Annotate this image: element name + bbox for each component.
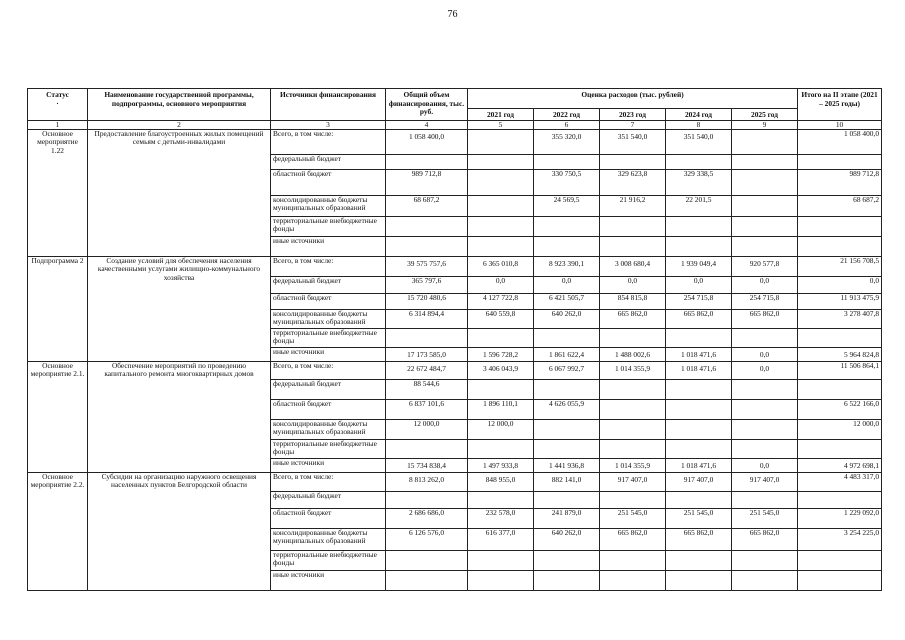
cell-stage-total bbox=[798, 154, 882, 169]
table-row bbox=[28, 361, 882, 379]
cell-2021: 616 377,0 bbox=[468, 528, 534, 550]
program-name-cell: Обеспечение мероприятий по проведению капитального ремонта многоквартирных домов bbox=[88, 361, 271, 472]
cell-total-volume: 1 058 400,0 bbox=[386, 129, 468, 154]
cell-2021 bbox=[468, 216, 534, 236]
table-row bbox=[28, 472, 882, 491]
cell-total-volume: 8 813 262,0 bbox=[386, 472, 468, 491]
financing-table-sheet bbox=[27, 88, 881, 591]
cell-2024: 329 338,5 bbox=[666, 169, 732, 195]
column-number: 9 bbox=[732, 120, 798, 129]
table-row bbox=[28, 256, 882, 276]
cell-2024: 665 862,0 bbox=[666, 528, 732, 550]
cell-2024 bbox=[666, 154, 732, 169]
program-name-cell: Предоставление благоустроенных жилых помещений семьям с детьми-инвалидами bbox=[88, 129, 271, 256]
cell-2023: 665 862,0 bbox=[600, 309, 666, 328]
cell-total-volume: 22 672 484,7 bbox=[386, 361, 468, 379]
cell-2021: 1 896 110,1 bbox=[468, 399, 534, 419]
cell-total-volume: 6 126 576,0 bbox=[386, 528, 468, 550]
cell-stage-total bbox=[798, 491, 882, 508]
cell-2022: 6 067 992,7 bbox=[534, 361, 600, 379]
funding-source-cell: областной бюджет bbox=[271, 169, 386, 195]
funding-source-cell: федеральный бюджет bbox=[271, 379, 386, 399]
cell-2021: 1 497 933,8 bbox=[468, 458, 534, 472]
cell-2023 bbox=[600, 379, 666, 399]
funding-source-cell: территориальные внебюджетные фонды bbox=[271, 328, 386, 347]
cell-2023 bbox=[600, 491, 666, 508]
cell-total-volume bbox=[386, 154, 468, 169]
header-estimate: Оценка расходов (тыс. рублей) bbox=[468, 89, 798, 109]
cell-2021 bbox=[468, 491, 534, 508]
funding-source-cell: федеральный бюджет bbox=[271, 276, 386, 293]
column-number: 6 bbox=[534, 120, 600, 129]
cell-2022: 4 626 055,9 bbox=[534, 399, 600, 419]
header-stage-total: Итого на II этапе (2021 – 2025 годы) bbox=[798, 89, 882, 121]
cell-2025: 0,0 bbox=[732, 276, 798, 293]
cell-2022 bbox=[534, 328, 600, 347]
cell-total-volume bbox=[386, 328, 468, 347]
cell-2021: 232 578,0 bbox=[468, 508, 534, 528]
status-cell: Подпрограмма 2 bbox=[28, 256, 88, 361]
cell-2021 bbox=[468, 328, 534, 347]
cell-2023 bbox=[600, 399, 666, 419]
cell-2021: 848 955,0 bbox=[468, 472, 534, 491]
cell-2022 bbox=[534, 550, 600, 570]
header-status: Статус · bbox=[28, 89, 88, 121]
cell-2025 bbox=[732, 195, 798, 216]
cell-2022: 6 421 505,7 bbox=[534, 293, 600, 309]
cell-2024: 917 407,0 bbox=[666, 472, 732, 491]
cell-2024: 0,0 bbox=[666, 276, 732, 293]
header-year-2022: 2022 год bbox=[534, 109, 600, 121]
cell-2023 bbox=[600, 236, 666, 256]
cell-2025 bbox=[732, 379, 798, 399]
funding-source-cell: иные источники bbox=[271, 570, 386, 590]
cell-2022 bbox=[534, 570, 600, 590]
column-number: 4 bbox=[386, 120, 468, 129]
header-year-2025: 2025 год bbox=[732, 109, 798, 121]
cell-2022: 355 320,0 bbox=[534, 129, 600, 154]
cell-stage-total bbox=[798, 216, 882, 236]
cell-2024 bbox=[666, 379, 732, 399]
cell-stage-total: 11 506 864,1 bbox=[798, 361, 882, 379]
cell-2024: 1 018 471,6 bbox=[666, 347, 732, 361]
cell-stage-total: 1 229 092,0 bbox=[798, 508, 882, 528]
cell-total-volume: 17 173 585,0 bbox=[386, 347, 468, 361]
cell-total-volume: 15 734 838,4 bbox=[386, 458, 468, 472]
cell-2025 bbox=[732, 419, 798, 439]
cell-2025: 0,0 bbox=[732, 458, 798, 472]
cell-2021: 0,0 bbox=[468, 276, 534, 293]
cell-2025 bbox=[732, 236, 798, 256]
cell-2023: 351 540,0 bbox=[600, 129, 666, 154]
cell-2023: 3 008 680,4 bbox=[600, 256, 666, 276]
cell-stage-total bbox=[798, 236, 882, 256]
cell-2025: 0,0 bbox=[732, 361, 798, 379]
cell-2021 bbox=[468, 570, 534, 590]
cell-2025 bbox=[732, 439, 798, 458]
cell-2022: 24 569,5 bbox=[534, 195, 600, 216]
cell-stage-total bbox=[798, 439, 882, 458]
cell-total-volume bbox=[386, 216, 468, 236]
cell-stage-total bbox=[798, 550, 882, 570]
table-body bbox=[28, 129, 882, 590]
cell-2025: 665 862,0 bbox=[732, 528, 798, 550]
cell-2025: 917 407,0 bbox=[732, 472, 798, 491]
cell-2022 bbox=[534, 216, 600, 236]
cell-2023 bbox=[600, 439, 666, 458]
cell-total-volume bbox=[386, 491, 468, 508]
column-number: 8 bbox=[666, 120, 732, 129]
cell-stage-total: 21 156 708,5 bbox=[798, 256, 882, 276]
cell-2021: 640 559,8 bbox=[468, 309, 534, 328]
cell-stage-total: 12 000,0 bbox=[798, 419, 882, 439]
table-row bbox=[28, 129, 882, 154]
cell-2021 bbox=[468, 439, 534, 458]
cell-2022: 640 262,0 bbox=[534, 528, 600, 550]
cell-total-volume: 39 575 757,6 bbox=[386, 256, 468, 276]
cell-2021 bbox=[468, 154, 534, 169]
column-number: 10 bbox=[798, 120, 882, 129]
cell-2025: 254 715,8 bbox=[732, 293, 798, 309]
cell-2022 bbox=[534, 154, 600, 169]
cell-2024: 22 201,5 bbox=[666, 195, 732, 216]
cell-stage-total: 3 278 407,8 bbox=[798, 309, 882, 328]
cell-2024 bbox=[666, 570, 732, 590]
funding-source-cell: федеральный бюджет bbox=[271, 491, 386, 508]
cell-2023: 665 862,0 bbox=[600, 528, 666, 550]
cell-2025 bbox=[732, 169, 798, 195]
cell-2023 bbox=[600, 328, 666, 347]
header-sources: Источники финансирования bbox=[271, 89, 386, 121]
column-number: 2 bbox=[88, 120, 271, 129]
cell-2025 bbox=[732, 399, 798, 419]
funding-source-cell: иные источники bbox=[271, 236, 386, 256]
cell-2024 bbox=[666, 439, 732, 458]
cell-total-volume: 989 712,8 bbox=[386, 169, 468, 195]
funding-source-cell: Всего, в том числе: bbox=[271, 472, 386, 491]
funding-source-cell: иные источники bbox=[271, 347, 386, 361]
cell-total-volume: 6 314 894,4 bbox=[386, 309, 468, 328]
header-year-2023: 2023 год bbox=[600, 109, 666, 121]
cell-2022: 640 262,0 bbox=[534, 309, 600, 328]
cell-2025 bbox=[732, 328, 798, 347]
cell-2025 bbox=[732, 216, 798, 236]
cell-stage-total: 4 483 317,0 bbox=[798, 472, 882, 491]
cell-total-volume: 6 837 101,6 bbox=[386, 399, 468, 419]
cell-2023: 1 488 002,6 bbox=[600, 347, 666, 361]
cell-total-volume: 365 797,6 bbox=[386, 276, 468, 293]
column-number: 5 bbox=[468, 120, 534, 129]
cell-stage-total: 6 522 166,0 bbox=[798, 399, 882, 419]
cell-2022: 1 861 622,4 bbox=[534, 347, 600, 361]
column-numbers-row bbox=[28, 120, 882, 129]
cell-2024 bbox=[666, 491, 732, 508]
cell-2025: 0,0 bbox=[732, 347, 798, 361]
cell-2024 bbox=[666, 216, 732, 236]
funding-source-cell: территориальные внебюджетные фонды bbox=[271, 439, 386, 458]
cell-stage-total: 989 712,8 bbox=[798, 169, 882, 195]
cell-stage-total bbox=[798, 328, 882, 347]
cell-2023 bbox=[600, 570, 666, 590]
cell-2025 bbox=[732, 154, 798, 169]
cell-stage-total: 4 972 698,1 bbox=[798, 458, 882, 472]
cell-2024 bbox=[666, 419, 732, 439]
cell-2022 bbox=[534, 491, 600, 508]
cell-2024: 1 939 049,4 bbox=[666, 256, 732, 276]
funding-source-cell: областной бюджет bbox=[271, 293, 386, 309]
cell-2023: 0,0 bbox=[600, 276, 666, 293]
cell-2023 bbox=[600, 154, 666, 169]
cell-2024: 1 018 471,6 bbox=[666, 458, 732, 472]
funding-source-cell: Всего, в том числе: bbox=[271, 129, 386, 154]
cell-stage-total: 11 913 475,9 bbox=[798, 293, 882, 309]
cell-2024: 665 862,0 bbox=[666, 309, 732, 328]
status-cell: Основное мероприятие 2.1. bbox=[28, 361, 88, 472]
column-number: 7 bbox=[600, 120, 666, 129]
cell-total-volume: 68 687,2 bbox=[386, 195, 468, 216]
cell-2021 bbox=[468, 236, 534, 256]
cell-total-volume: 12 000,0 bbox=[386, 419, 468, 439]
cell-total-volume: 15 720 480,6 bbox=[386, 293, 468, 309]
cell-2023: 251 545,0 bbox=[600, 508, 666, 528]
cell-2024 bbox=[666, 236, 732, 256]
cell-stage-total bbox=[798, 570, 882, 590]
cell-stage-total: 3 254 225,0 bbox=[798, 528, 882, 550]
cell-2023 bbox=[600, 550, 666, 570]
status-cell: Основное мероприятие 1.22 bbox=[28, 129, 88, 256]
cell-2025 bbox=[732, 570, 798, 590]
cell-2022: 241 879,0 bbox=[534, 508, 600, 528]
cell-2024 bbox=[666, 550, 732, 570]
funding-source-cell: областной бюджет bbox=[271, 508, 386, 528]
cell-2022 bbox=[534, 439, 600, 458]
column-number: 1 bbox=[28, 120, 88, 129]
column-number: 3 bbox=[271, 120, 386, 129]
cell-2024 bbox=[666, 328, 732, 347]
cell-2023: 854 815,8 bbox=[600, 293, 666, 309]
cell-total-volume bbox=[386, 550, 468, 570]
cell-2022: 330 750,5 bbox=[534, 169, 600, 195]
header-name: Наименование государственной программы, подпрограммы, основного мероприятия bbox=[88, 89, 271, 121]
cell-stage-total bbox=[798, 379, 882, 399]
funding-source-cell: консолидированные бюджеты муниципальных образований bbox=[271, 309, 386, 328]
cell-2022 bbox=[534, 379, 600, 399]
cell-2025 bbox=[732, 491, 798, 508]
cell-2023: 917 407,0 bbox=[600, 472, 666, 491]
cell-2022 bbox=[534, 419, 600, 439]
cell-2024 bbox=[666, 399, 732, 419]
funding-source-cell: иные источники bbox=[271, 458, 386, 472]
cell-2021 bbox=[468, 550, 534, 570]
cell-total-volume bbox=[386, 439, 468, 458]
header-year-2021: 2021 год bbox=[468, 109, 534, 121]
cell-2021: 4 127 722,8 bbox=[468, 293, 534, 309]
cell-2024: 1 018 471,6 bbox=[666, 361, 732, 379]
cell-stage-total: 0,0 bbox=[798, 276, 882, 293]
cell-2021 bbox=[468, 169, 534, 195]
cell-2021: 1 596 728,2 bbox=[468, 347, 534, 361]
cell-total-volume: 88 544,6 bbox=[386, 379, 468, 399]
cell-2021 bbox=[468, 195, 534, 216]
cell-total-volume bbox=[386, 570, 468, 590]
funding-source-cell: федеральный бюджет bbox=[271, 154, 386, 169]
financing-table bbox=[27, 88, 882, 591]
cell-stage-total: 5 964 824,8 bbox=[798, 347, 882, 361]
cell-2023: 21 916,2 bbox=[600, 195, 666, 216]
funding-source-cell: территориальные внебюджетные фонды bbox=[271, 550, 386, 570]
cell-2021: 3 406 043,9 bbox=[468, 361, 534, 379]
cell-2023 bbox=[600, 419, 666, 439]
cell-2021: 6 365 010,8 bbox=[468, 256, 534, 276]
cell-2022: 8 923 390,1 bbox=[534, 256, 600, 276]
cell-2025 bbox=[732, 129, 798, 154]
page-number: 76 bbox=[447, 9, 458, 20]
cell-2022: 1 441 936,8 bbox=[534, 458, 600, 472]
cell-2022: 0,0 bbox=[534, 276, 600, 293]
program-name-cell: Субсидии на организацию наружного освещения населенных пунктов Белгородской области bbox=[88, 472, 271, 590]
cell-total-volume bbox=[386, 236, 468, 256]
cell-2023: 329 623,8 bbox=[600, 169, 666, 195]
cell-2023 bbox=[600, 216, 666, 236]
cell-stage-total: 1 058 400,0 bbox=[798, 129, 882, 154]
header-year-2024: 2024 год bbox=[666, 109, 732, 121]
funding-source-cell: консолидированные бюджеты муниципальных образований bbox=[271, 195, 386, 216]
funding-source-cell: консолидированные бюджеты муниципальных образований bbox=[271, 528, 386, 550]
cell-2023: 1 014 355,9 bbox=[600, 361, 666, 379]
cell-2024: 254 715,8 bbox=[666, 293, 732, 309]
cell-2023: 1 014 355,9 bbox=[600, 458, 666, 472]
cell-2024: 251 545,0 bbox=[666, 508, 732, 528]
cell-2025: 251 545,0 bbox=[732, 508, 798, 528]
cell-2022 bbox=[534, 236, 600, 256]
cell-2024: 351 540,0 bbox=[666, 129, 732, 154]
cell-2025: 665 862,0 bbox=[732, 309, 798, 328]
cell-2021: 12 000,0 bbox=[468, 419, 534, 439]
cell-2025 bbox=[732, 550, 798, 570]
cell-2022: 882 141,0 bbox=[534, 472, 600, 491]
funding-source-cell: Всего, в том числе: bbox=[271, 361, 386, 379]
cell-2025: 920 577,8 bbox=[732, 256, 798, 276]
cell-2021 bbox=[468, 379, 534, 399]
cell-2021 bbox=[468, 129, 534, 154]
program-name-cell: Создание условий для обеспечения населения качественными услугами жилищно-коммунального хозяйства bbox=[88, 256, 271, 361]
funding-source-cell: территориальные внебюджетные фонды bbox=[271, 216, 386, 236]
funding-source-cell: областной бюджет bbox=[271, 399, 386, 419]
status-cell: Основное мероприятие 2.2. bbox=[28, 472, 88, 590]
funding-source-cell: Всего, в том числе: bbox=[271, 256, 386, 276]
cell-total-volume: 2 686 686,0 bbox=[386, 508, 468, 528]
header-total-volume: Общий объем финансирования, тыс. руб. bbox=[386, 89, 468, 121]
cell-stage-total: 68 687,2 bbox=[798, 195, 882, 216]
funding-source-cell: консолидированные бюджеты муниципальных образований bbox=[271, 419, 386, 439]
